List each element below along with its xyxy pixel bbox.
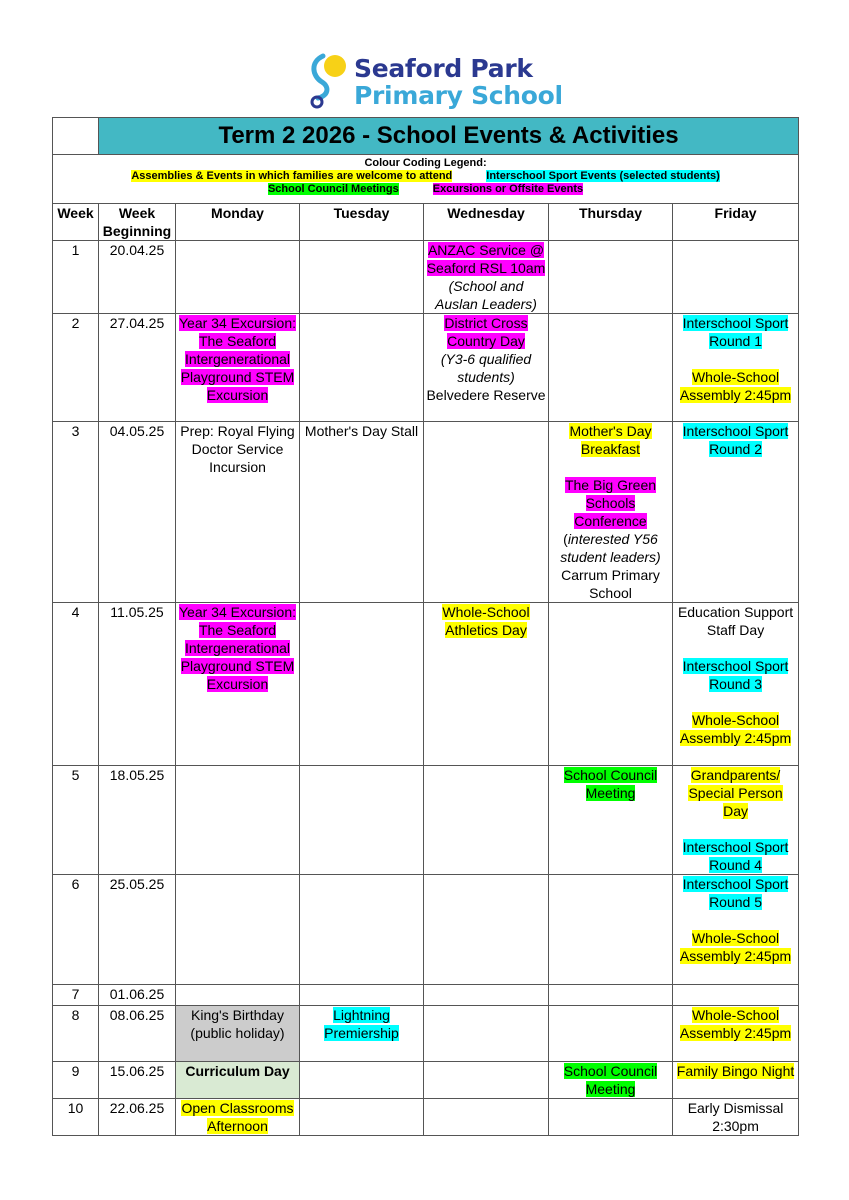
thursday-cell bbox=[549, 1099, 673, 1136]
header-row bbox=[53, 204, 799, 241]
week-number: 7 bbox=[53, 985, 99, 1006]
monday-cell bbox=[176, 766, 300, 875]
monday-cell bbox=[176, 603, 300, 766]
table-row bbox=[53, 314, 799, 422]
friday-cell bbox=[673, 1006, 799, 1062]
week-number: 4 bbox=[53, 603, 99, 766]
event-note: (interested Y56 student leaders) bbox=[560, 531, 661, 565]
friday-cell bbox=[673, 241, 799, 314]
friday-cell bbox=[673, 314, 799, 422]
wednesday-cell bbox=[424, 875, 549, 985]
thursday-cell bbox=[549, 1006, 673, 1062]
week-date: 22.06.25 bbox=[99, 1099, 176, 1136]
table-row bbox=[53, 985, 799, 1006]
school-crest-icon bbox=[304, 52, 348, 114]
wednesday-cell bbox=[424, 422, 549, 603]
event-interschool-sport: Interschool Sport Round 3 bbox=[682, 658, 789, 692]
event-athletics-day: Whole-School Athletics Day bbox=[442, 604, 530, 638]
friday-cell bbox=[673, 875, 799, 985]
table-row bbox=[53, 422, 799, 603]
table-row bbox=[53, 766, 799, 875]
header-tuesday: Tuesday bbox=[300, 204, 424, 241]
event-interschool-sport: Interschool Sport Round 2 bbox=[682, 423, 789, 457]
tuesday-cell bbox=[300, 314, 424, 422]
table-row bbox=[53, 1006, 799, 1062]
thursday-cell bbox=[549, 1062, 673, 1099]
week-date: 04.05.25 bbox=[99, 422, 176, 603]
wednesday-cell bbox=[424, 1006, 549, 1062]
tuesday-cell bbox=[300, 1006, 424, 1062]
legend-heading: Colour Coding Legend: bbox=[364, 157, 487, 169]
monday-cell bbox=[176, 1062, 300, 1099]
friday-cell bbox=[673, 1099, 799, 1136]
event-location: Belvedere Reserve bbox=[426, 387, 546, 403]
page-title: Term 2 2026 - School Events & Activities bbox=[99, 118, 799, 155]
tuesday-cell bbox=[300, 875, 424, 985]
event-excursion: Year 34 Excursion: The Seaford Intergenerational Playground STEM Excursion bbox=[179, 604, 296, 692]
event-anzac-service: ANZAC Service @ Seaford RSL 10am bbox=[426, 242, 546, 276]
monday-cell bbox=[176, 1006, 300, 1062]
event-mothers-day-stall: Mother's Day Stall bbox=[304, 423, 419, 439]
wednesday-cell bbox=[424, 1062, 549, 1099]
table-row bbox=[53, 1099, 799, 1136]
week-date: 25.05.25 bbox=[99, 875, 176, 985]
event-early-dismissal: Early Dismissal 2:30pm bbox=[687, 1100, 784, 1134]
thursday-cell bbox=[549, 241, 673, 314]
monday-cell bbox=[176, 875, 300, 985]
school-logo bbox=[300, 50, 563, 116]
thursday-cell bbox=[549, 766, 673, 875]
friday-cell bbox=[673, 766, 799, 875]
tuesday-cell bbox=[300, 1062, 424, 1099]
event-school-council: School Council Meeting bbox=[563, 1063, 658, 1097]
event-assembly: Whole-School Assembly 2:45pm bbox=[679, 369, 792, 403]
thursday-cell bbox=[549, 603, 673, 766]
legend-row bbox=[53, 155, 799, 204]
legend-council: School Council Meetings bbox=[267, 183, 399, 195]
friday-cell bbox=[673, 1062, 799, 1099]
header-week: Week bbox=[53, 204, 99, 241]
title-row bbox=[53, 118, 799, 155]
thursday-cell bbox=[549, 314, 673, 422]
event-note: (Y3-6 qualified students) bbox=[440, 351, 532, 385]
event-green-schools-conference: The Big Green Schools Conference bbox=[564, 477, 657, 529]
week-number: 5 bbox=[53, 766, 99, 875]
legend-excursions: Excursions or Offsite Events bbox=[432, 183, 584, 195]
logo-text-line2: Primary School bbox=[354, 81, 563, 110]
tuesday-cell bbox=[300, 603, 424, 766]
legend-sport: Interschool Sport Events (selected students) bbox=[486, 170, 720, 182]
event-excursion: Year 34 Excursion: The Seaford Intergenerational Playground STEM Excursion bbox=[179, 315, 296, 403]
header-thursday: Thursday bbox=[549, 204, 673, 241]
event-grandparents-day: Grandparents/ Special Person Day bbox=[688, 767, 783, 819]
table-row bbox=[53, 1062, 799, 1099]
header-wednesday: Wednesday bbox=[424, 204, 549, 241]
table-row bbox=[53, 241, 799, 314]
header-friday: Friday bbox=[673, 204, 799, 241]
events-table bbox=[52, 117, 799, 1136]
event-lightning-premiership: Lightning Premiership bbox=[324, 1007, 399, 1041]
week-date: 11.05.25 bbox=[99, 603, 176, 766]
thursday-cell bbox=[549, 422, 673, 603]
event-school-council: School Council Meeting bbox=[563, 767, 658, 801]
event-family-bingo: Family Bingo Night bbox=[676, 1063, 795, 1079]
monday-cell bbox=[176, 241, 300, 314]
week-number: 3 bbox=[53, 422, 99, 603]
week-number: 2 bbox=[53, 314, 99, 422]
event-open-classrooms: Open Classrooms Afternoon bbox=[181, 1100, 294, 1134]
week-number: 10 bbox=[53, 1099, 99, 1136]
event-cross-country: District Cross Country Day bbox=[444, 315, 528, 349]
event-incursion: Prep: Royal Flying Doctor Service Incursion bbox=[180, 423, 295, 475]
title-blank-cell bbox=[53, 118, 99, 155]
legend-families: Assemblies & Events in which families are welcome to attend bbox=[131, 170, 453, 182]
friday-cell bbox=[673, 603, 799, 766]
event-note: (School and Auslan Leaders) bbox=[435, 278, 537, 312]
colour-legend bbox=[53, 155, 799, 204]
event-kings-birthday: King's Birthday (public holiday) bbox=[190, 1007, 285, 1041]
tuesday-cell bbox=[300, 1099, 424, 1136]
wednesday-cell bbox=[424, 241, 549, 314]
wednesday-cell bbox=[424, 314, 549, 422]
week-date: 27.04.25 bbox=[99, 314, 176, 422]
table-row bbox=[53, 875, 799, 985]
week-number: 1 bbox=[53, 241, 99, 314]
header-monday: Monday bbox=[176, 204, 300, 241]
week-date: 15.06.25 bbox=[99, 1062, 176, 1099]
event-mothers-day-breakfast: Mother's Day Breakfast bbox=[569, 423, 652, 457]
event-assembly: Whole-School Assembly 2:45pm bbox=[679, 930, 792, 964]
wednesday-cell bbox=[424, 985, 549, 1006]
event-location: Carrum Primary School bbox=[561, 567, 660, 601]
tuesday-cell bbox=[300, 241, 424, 314]
logo-text-line1: Seaford Park bbox=[354, 54, 533, 83]
wednesday-cell bbox=[424, 766, 549, 875]
wednesday-cell bbox=[424, 1099, 549, 1136]
tuesday-cell bbox=[300, 422, 424, 603]
monday-cell bbox=[176, 422, 300, 603]
event-assembly: Whole-School Assembly 2:45pm bbox=[679, 712, 792, 746]
header-week-beginning: Week Beginning bbox=[99, 204, 176, 241]
week-date: 01.06.25 bbox=[99, 985, 176, 1006]
event-education-support-day: Education Support Staff Day bbox=[677, 604, 794, 638]
friday-cell bbox=[673, 985, 799, 1006]
wednesday-cell bbox=[424, 603, 549, 766]
week-date: 20.04.25 bbox=[99, 241, 176, 314]
event-interschool-sport: Interschool Sport Round 5 bbox=[682, 876, 789, 910]
event-interschool-sport: Interschool Sport Round 4 bbox=[682, 839, 789, 873]
monday-cell bbox=[176, 314, 300, 422]
event-assembly: Whole-School Assembly 2:45pm bbox=[679, 1007, 792, 1041]
week-number: 6 bbox=[53, 875, 99, 985]
week-number: 8 bbox=[53, 1006, 99, 1062]
tuesday-cell bbox=[300, 766, 424, 875]
monday-cell bbox=[176, 985, 300, 1006]
event-curriculum-day: Curriculum Day bbox=[185, 1063, 290, 1079]
table-row bbox=[53, 603, 799, 766]
thursday-cell bbox=[549, 875, 673, 985]
week-number: 9 bbox=[53, 1062, 99, 1099]
thursday-cell bbox=[549, 985, 673, 1006]
week-date: 08.06.25 bbox=[99, 1006, 176, 1062]
event-interschool-sport: Interschool Sport Round 1 bbox=[682, 315, 789, 349]
friday-cell bbox=[673, 422, 799, 603]
week-date: 18.05.25 bbox=[99, 766, 176, 875]
tuesday-cell bbox=[300, 985, 424, 1006]
monday-cell bbox=[176, 1099, 300, 1136]
